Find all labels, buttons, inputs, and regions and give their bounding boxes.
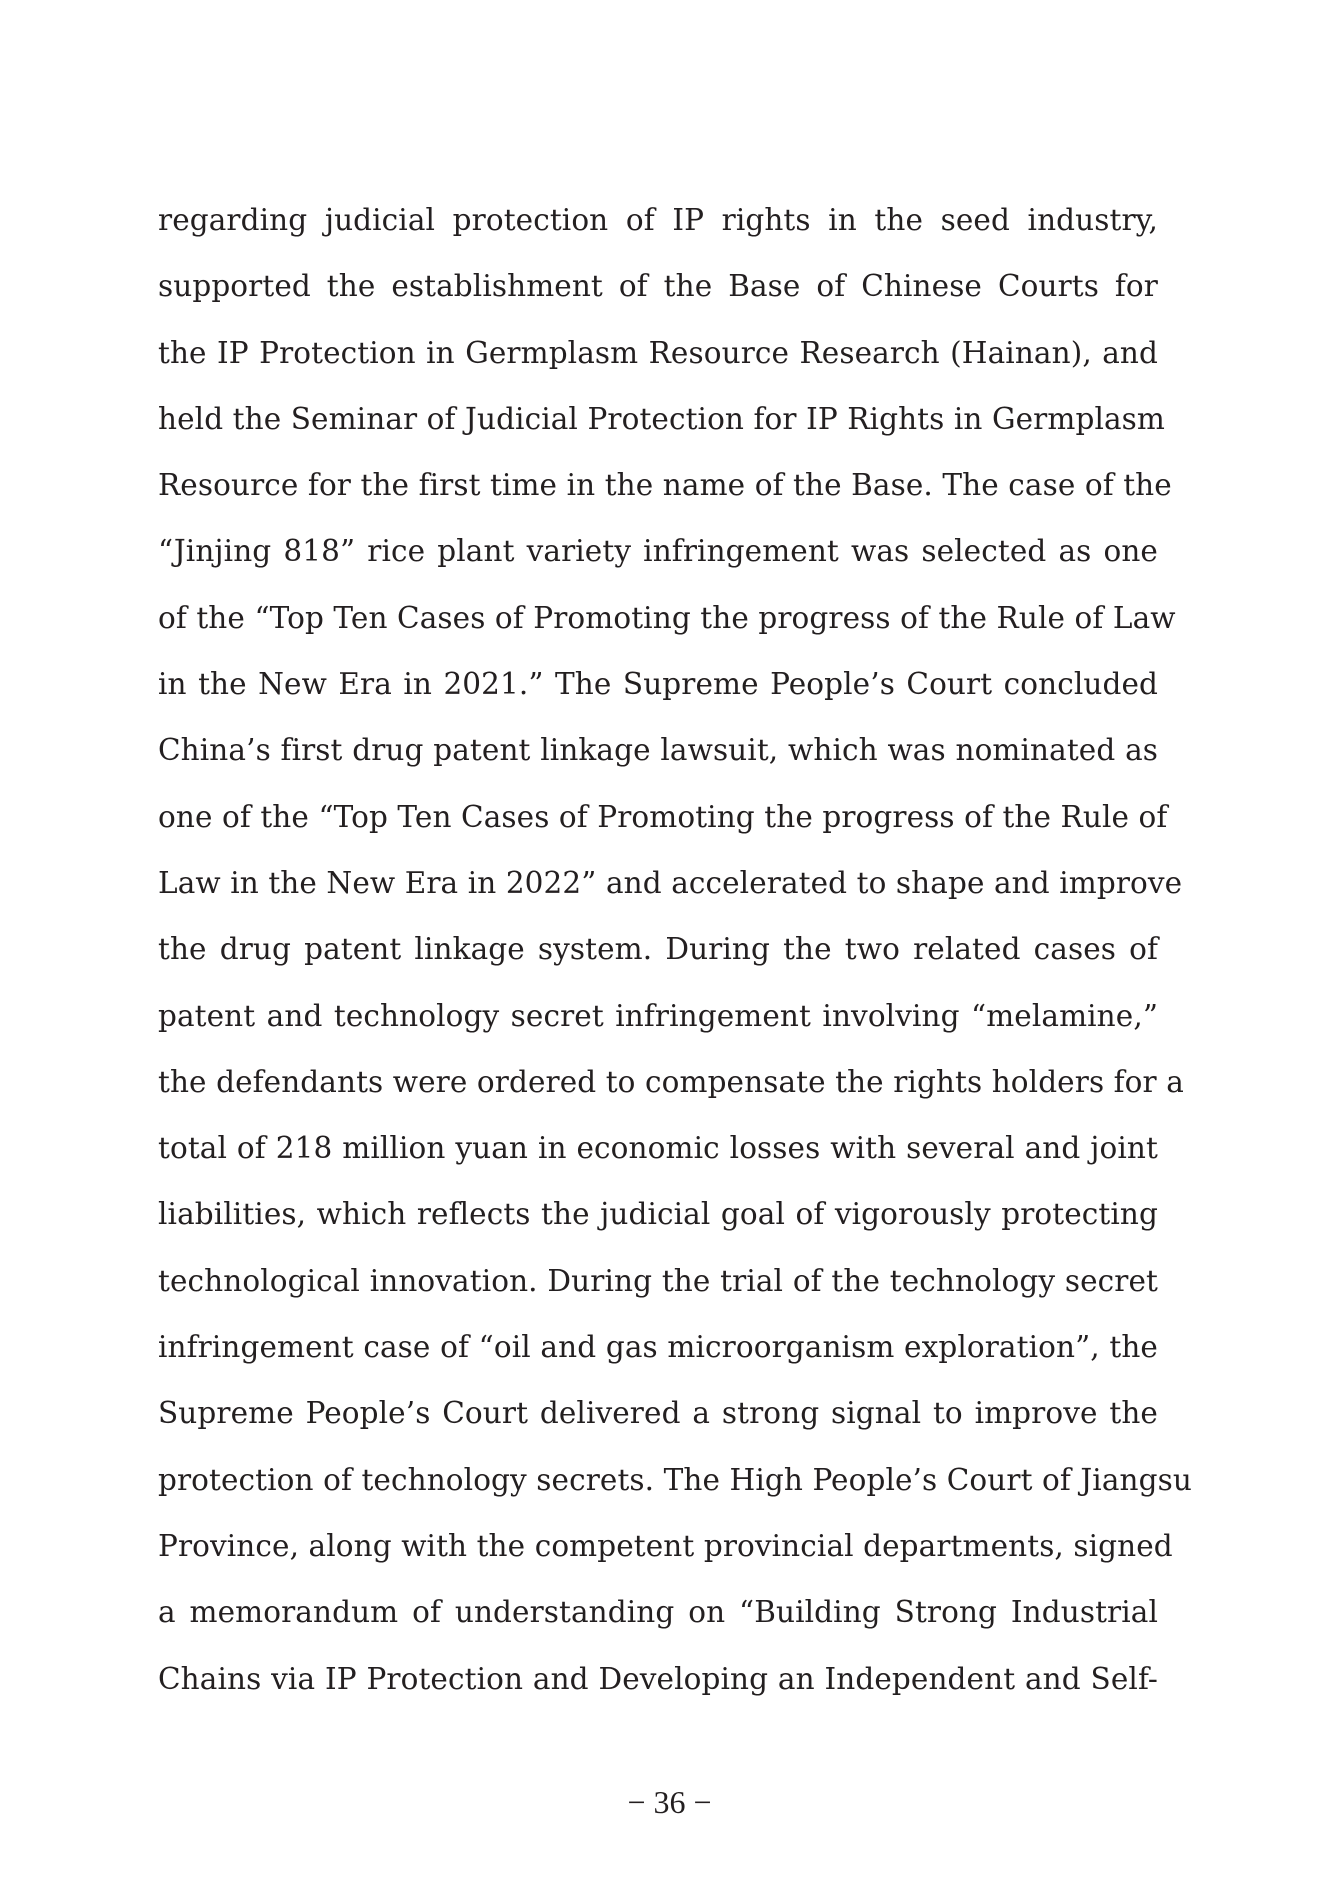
text-line: Supreme People’s Court delivered a strong signal to improve the <box>158 1396 1158 1431</box>
body-paragraph <box>158 187 1192 1712</box>
text-line: the defendants were ordered to compensate the rights holders for a <box>158 1064 1184 1099</box>
text-line: patent and technology secret infringement involving “melamine,” <box>158 998 1158 1033</box>
text-line: supported the establishment of the Base of Chinese Courts for <box>158 269 1158 304</box>
text-line: liabilities, which reflects the judicial goal of vigorously protecting <box>158 1197 1158 1232</box>
text-line: technological innovation. During the trial of the technology secret <box>158 1263 1158 1298</box>
text-line: in the New Era in 2021.” The Supreme People’s Court concluded <box>158 667 1158 702</box>
text-line: the drug patent linkage system. During the two related cases of <box>158 932 1158 967</box>
text-line: “Jinjing 818” rice plant variety infringement was selected as one <box>158 534 1158 569</box>
text-line: total of 218 million yuan in economic losses with several and joint <box>158 1131 1158 1166</box>
text-line: protection of technology secrets. The High People’s Court of Jiangsu <box>158 1462 1192 1497</box>
text-line: China’s first drug patent linkage lawsuit, which was nominated as <box>158 733 1158 768</box>
text-line: of the “Top Ten Cases of Promoting the progress of the Rule of Law <box>158 600 1176 635</box>
text-line: regarding judicial protection of IP rights in the seed industry, <box>158 203 1158 237</box>
text-line: one of the “Top Ten Cases of Promoting the progress of the Rule of <box>158 799 1168 834</box>
text-line: Law in the New Era in 2022” and accelerated to shape and improve <box>158 865 1183 900</box>
page-number: − 36 − <box>627 1784 712 1820</box>
text-line: Province, along with the competent provincial departments, signed <box>158 1528 1173 1563</box>
text-line: the IP Protection in Germplasm Resource Research (Hainan), and <box>158 335 1158 370</box>
text-line: held the Seminar of Judicial Protection for IP Rights in Germplasm <box>158 401 1165 436</box>
text-line: a memorandum of understanding on “Building Strong Industrial <box>158 1595 1158 1630</box>
text-line: Resource for the first time in the name of the Base. The case of the <box>158 468 1172 503</box>
text-line: Chains via IP Protection and Developing an Independent and Self- <box>158 1661 1158 1696</box>
text-line: infringement case of “oil and gas microorganism exploration”, the <box>158 1330 1158 1365</box>
